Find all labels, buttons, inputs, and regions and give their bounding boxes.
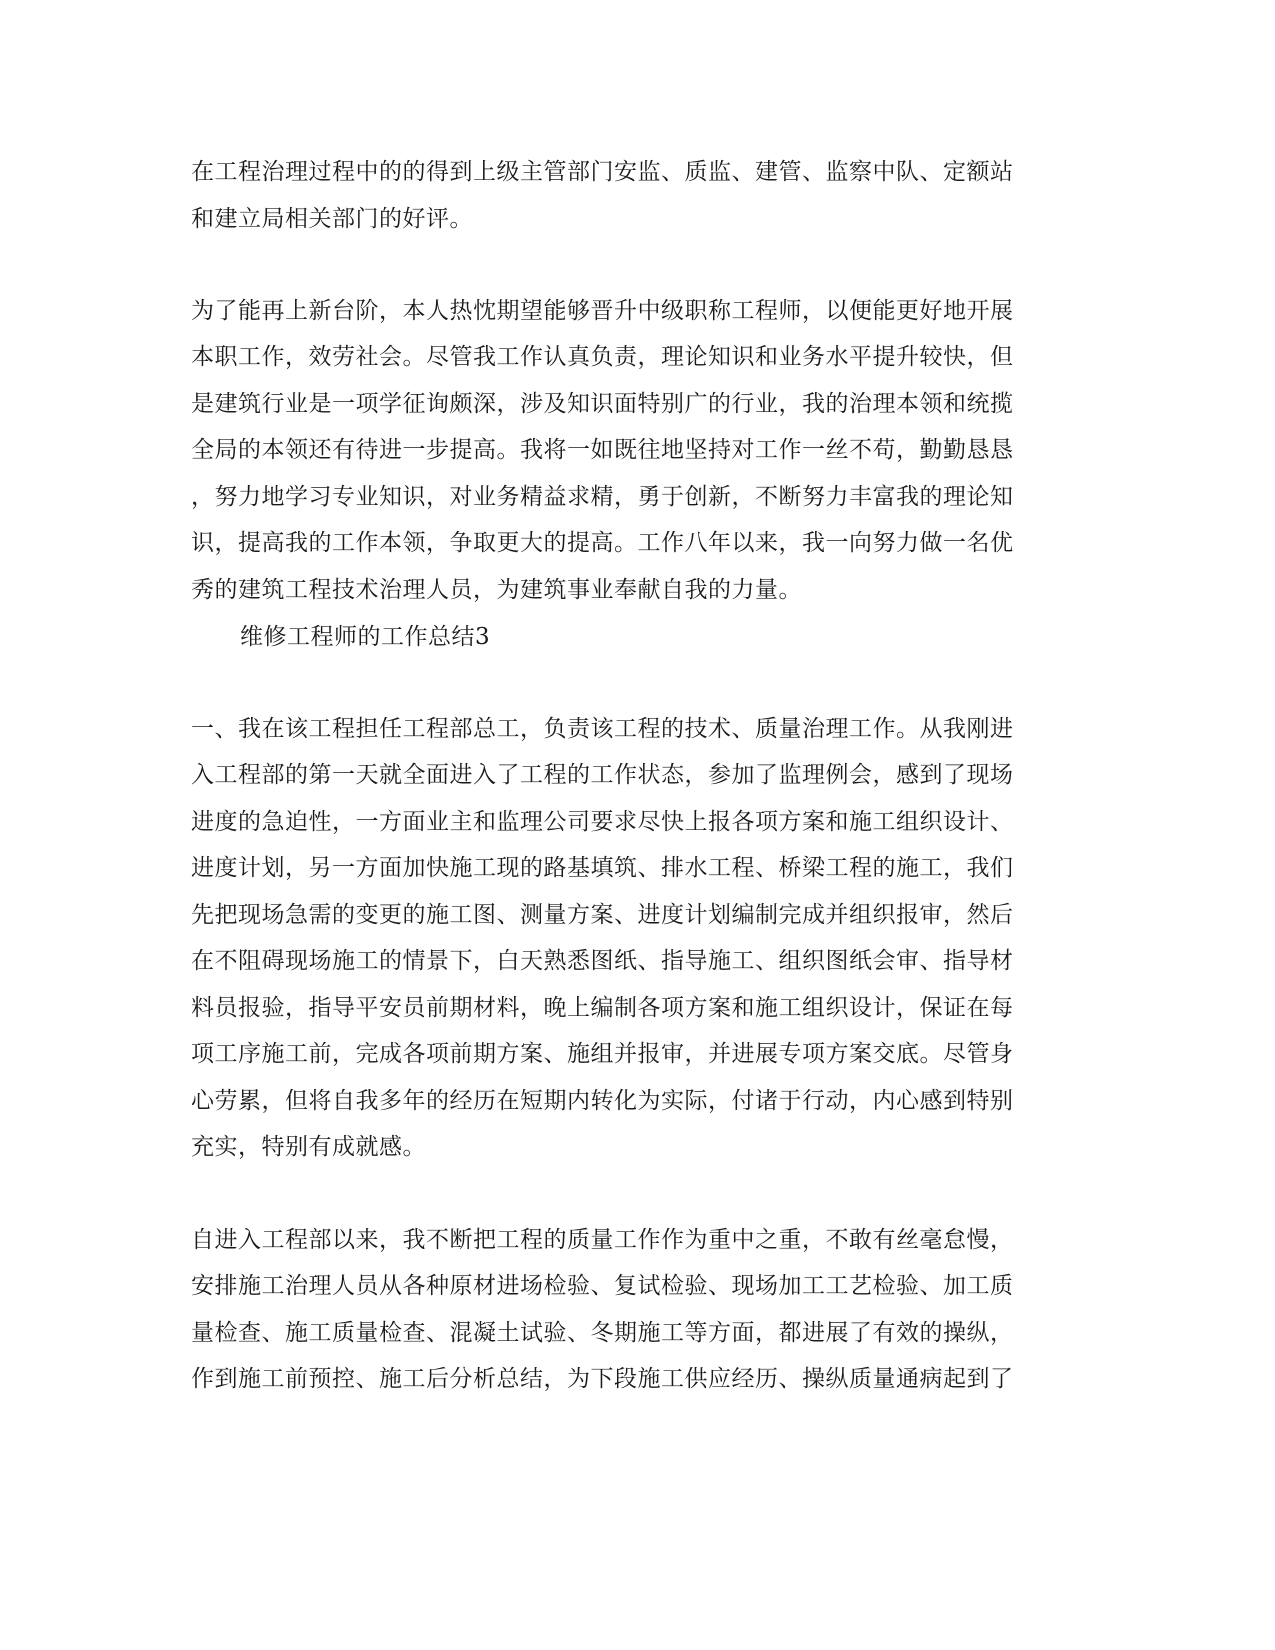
text-line: 在工程治理过程中的的得到上级主管部门安监、质监、建管、监察中队、定额站 <box>191 159 1014 185</box>
text-line: 先把现场急需的变更的施工图、测量方案、进度计划编制完成并组织报审，然后 <box>191 902 1014 928</box>
text-line: 和建立局相关部门的好评。 <box>191 206 473 232</box>
text-line: 识，提高我的工作本领，争取更大的提高。工作八年以来，我一向努力做一名优 <box>191 530 1014 556</box>
text-line: 全局的本领还有待进一步提高。我将一如既往地坚持对工作一丝不苟，勤勤恳恳 <box>191 437 1014 463</box>
text-line: 心劳累，但将自我多年的经历在短期内转化为实际，付诸于行动，内心感到特别 <box>191 1088 1014 1114</box>
text-line: 在不阻碍现场施工的情景下，白天熟悉图纸、指导施工、组织图纸会审、指导材 <box>191 948 1014 974</box>
text-line: ，努力地学习专业知识，对业务精益求精，勇于创新，不断努力丰富我的理论知 <box>191 484 1014 510</box>
text-line: 进度的急迫性，一方面业主和监理公司要求尽快上报各项方案和施工组织设计、 <box>191 809 1014 835</box>
text-line: 料员报验，指导平安员前期材料，晚上编制各项方案和施工组织设计，保证在每 <box>191 995 1014 1021</box>
text-line: 作到施工前预控、施工后分析总结，为下段施工供应经历、操纵质量通病起到了 <box>191 1366 1014 1392</box>
text-line: 是建筑行业是一项学征询颇深，涉及知识面特别广的行业，我的治理本领和统揽 <box>191 391 1014 417</box>
text-line: 自进入工程部以来，我不断把工程的质量工作作为重中之重，不敢有丝毫怠慢， <box>191 1227 1014 1253</box>
section-title: 维修工程师的工作总结3 <box>240 624 491 650</box>
text-line: 本职工作，效劳社会。尽管我工作认真负责，理论知识和业务水平提升较快，但 <box>191 344 1014 370</box>
text-line: 量检查、施工质量检查、混凝土试验、冬期施工等方面，都进展了有效的操纵， <box>191 1320 1014 1346</box>
text-line: 安排施工治理人员从各种原材进场检验、复试检验、现场加工工艺检验、加工质 <box>191 1273 1014 1299</box>
text-line: 为了能再上新台阶，本人热忱期望能够晋升中级职称工程师，以便能更好地开展 <box>191 298 1014 324</box>
text-line: 一、我在该工程担任工程部总工，负责该工程的技术、质量治理工作。从我刚进 <box>191 716 1014 742</box>
text-line: 项工序施工前，完成各项前期方案、施组并报审，并进展专项方案交底。尽管身 <box>191 1041 1014 1067</box>
text-line: 充实，特别有成就感。 <box>191 1134 426 1160</box>
text-line: 进度计划，另一方面加快施工现的路基填筑、排水工程、桥梁工程的施工，我们 <box>191 855 1014 881</box>
text-line: 秀的建筑工程技术治理人员，为建筑事业奉献自我的力量。 <box>191 577 802 603</box>
text-line: 入工程部的第一天就全面进入了工程的工作状态，参加了监理例会，感到了现场 <box>191 762 1014 788</box>
